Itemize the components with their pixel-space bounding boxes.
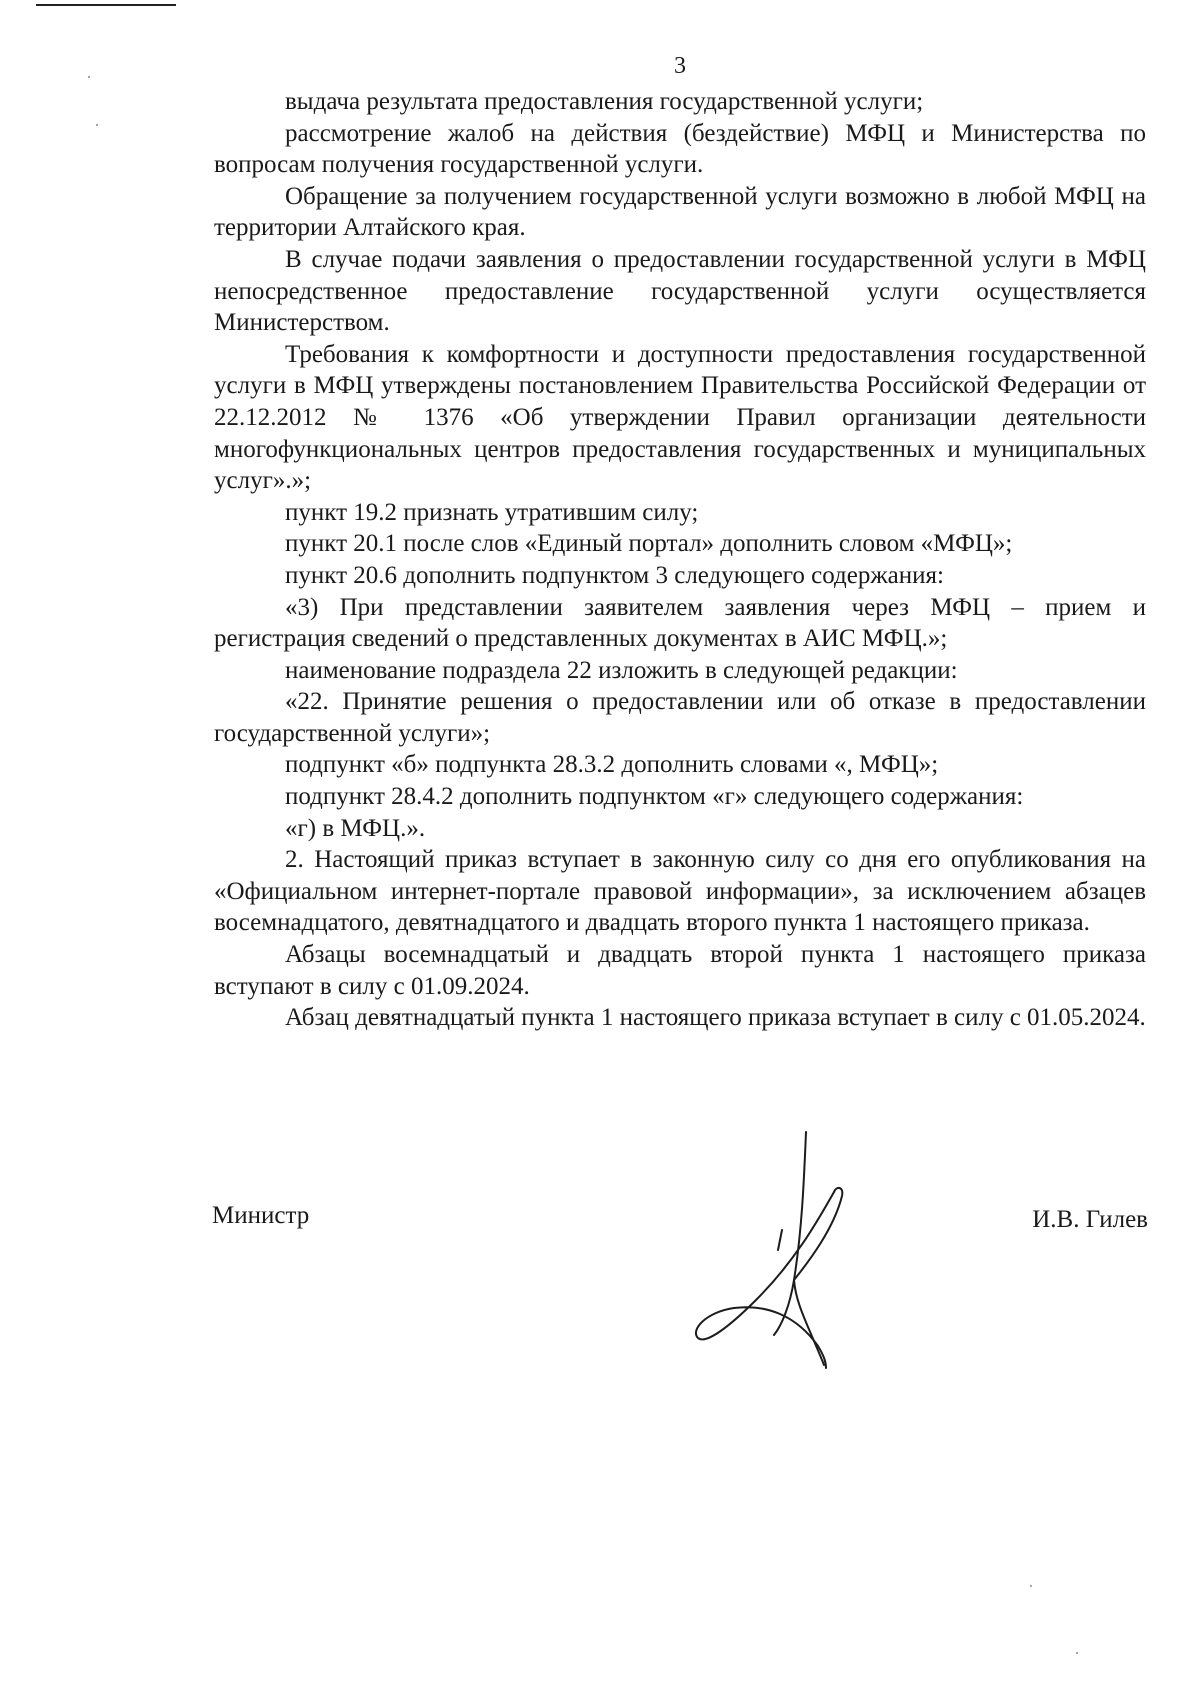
page-number: 3 (674, 53, 686, 79)
paragraph: «3) При представлении заявителем заявления через МФЦ – прием и регистрация сведений о представленных документах в АИС МФЦ.»; (214, 593, 1146, 653)
scan-speck (88, 76, 90, 78)
scan-edge-mark (36, 4, 176, 6)
paragraph: «г) в МФЦ.». (285, 814, 426, 842)
paragraph: пункт 19.2 признать утратившим силу; (285, 498, 699, 526)
paragraph: Абзацы восемнадцатый и двадцать второй пункта 1 настоящего приказа вступают в силу с 01.09.2024. (214, 941, 1146, 1000)
scan-speck (96, 124, 98, 126)
paragraph: Обращение за получением государственной услуги возможно в любой МФЦ на территории Алтайского края. (214, 182, 1146, 242)
paragraph: 2. Настоящий приказ вступает в законную силу со дня его опубликования на «Официальном интернет-портале правовой информации», за исключением абзацев восемнадцатого, девятнадцатого и двадцать второго пункта 1 настоящего приказа. (214, 846, 1146, 937)
document-body (214, 86, 1146, 1034)
paragraph: «22. Принятие решения о предоставлении или об отказе в предоставлении государственной услуги»; (214, 688, 1146, 747)
scan-speck (1030, 1585, 1032, 1587)
paragraph: пункт 20.1 после слов «Единый портал» дополнить словом «МФЦ»; (285, 530, 1013, 558)
paragraph: рассмотрение жалоб на действия (бездействие) МФЦ и Министерства по вопросам получения государственной услуги. (214, 119, 1146, 179)
paragraph: наименование подраздела 22 изложить в следующей редакции: (285, 656, 958, 684)
signatory-name: И.В. Гилев (1032, 1206, 1148, 1233)
paragraph: Абзац девятнадцатый пункта 1 настоящего приказа вступает в силу с 01.05.2024. (285, 1004, 1146, 1032)
signatory-title: Министр (212, 1202, 310, 1229)
paragraph: В случае подачи заявления о предоставлении государственной услуги в МФЦ непосредственное предоставление государственной услуги осуществляется Министерством. (214, 245, 1146, 337)
paragraph: Требования к комфортности и доступности предоставления государственной услуги в МФЦ утверждены постановлением Правительства Российской Федерации от 22.12.2012 № 1376 «Об утверждении Правил организации деятельности многофункциональных центров предоставления государственных и муниципальных услуг».»; (214, 340, 1146, 495)
handwritten-signature (686, 1120, 886, 1370)
paragraph: подпункт 28.4.2 дополнить подпунктом «г» следующего содержания: (285, 783, 1024, 811)
scan-speck (1076, 1652, 1078, 1654)
paragraph: выдача результата предоставления государственной услуги; (285, 88, 924, 115)
paragraph: пункт 20.6 дополнить подпунктом 3 следующего содержания: (285, 561, 944, 589)
paragraph: подпункт «б» подпункта 28.3.2 дополнить словами «, МФЦ»; (285, 751, 939, 779)
